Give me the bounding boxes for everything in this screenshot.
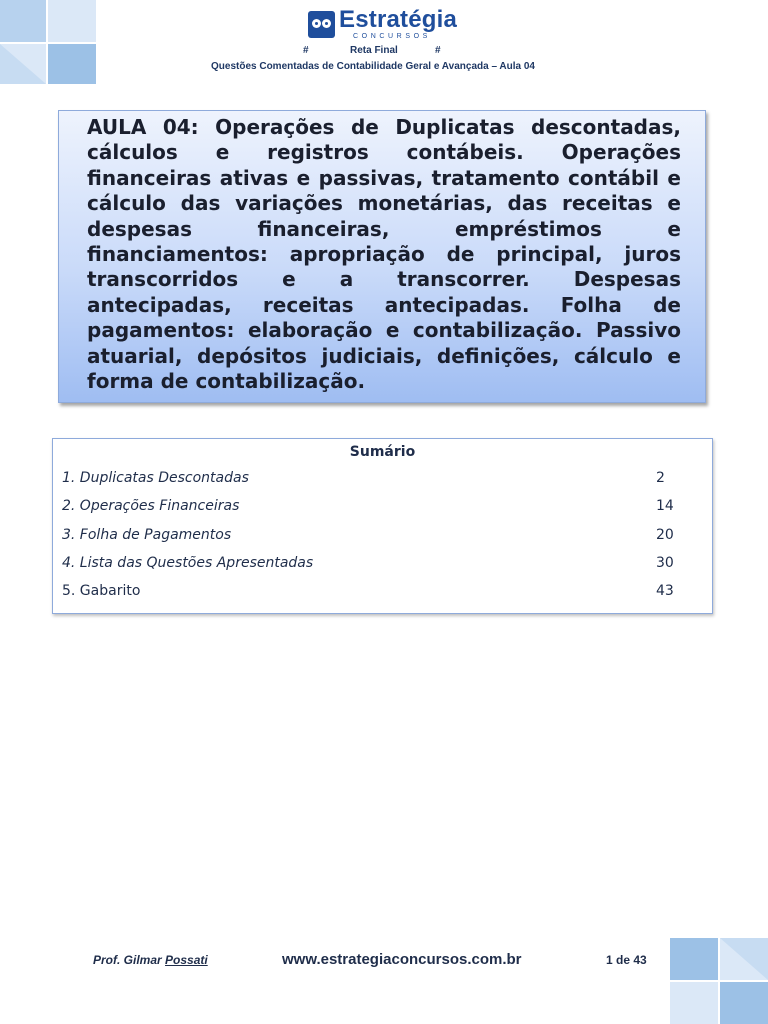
lesson-title: AULA 04: Operações de Duplicatas descontadas, cálculos e registros contábeis. Operações financeiras ativas e passivas, tratamento contábil e cálculo das variações monetárias, das receitas e despesas financeiras, empréstimos e financiamentos: apropriação de principal, juros transcorridos e a transcorrer. Despesas antecipadas, receitas antecipadas. Folha de pagamentos: elaboração e contabilização. Passivo atuarial, depósitos judiciais, definições, cálculo e forma de contabilização.	[87, 115, 681, 394]
page-indicator: 1 de 43	[606, 953, 647, 967]
toc-item[interactable]	[62, 583, 702, 605]
hash-left: #	[303, 45, 309, 56]
toc-item-label: 5. Gabarito	[62, 583, 141, 599]
toc-item[interactable]	[62, 498, 702, 520]
toc-item-page: 14	[656, 498, 674, 514]
estrategia-logo	[308, 8, 457, 40]
toc-item-page: 43	[656, 583, 674, 599]
course-name: Reta Final	[350, 45, 398, 56]
toc-item-page: 2	[656, 470, 665, 486]
author-surname: Possati	[165, 953, 208, 967]
hash-right: #	[435, 45, 441, 56]
toc-item-page: 30	[656, 555, 674, 571]
brand-name: Estratégia	[339, 6, 458, 33]
course-subtitle: Questões Comentadas de Contabilidade Geral e Avançada – Aula 04	[211, 61, 535, 72]
author-credit	[93, 953, 208, 967]
toc-title: Sumário	[349, 444, 416, 460]
toc-item[interactable]	[62, 527, 702, 549]
lesson-title-box	[58, 110, 706, 403]
brand-subtitle: CONCURSOS	[353, 33, 431, 40]
website-link[interactable]: www.estrategiaconcursos.com.br	[282, 951, 522, 968]
toc-item-page: 20	[656, 527, 674, 543]
page-footer	[0, 951, 768, 971]
toc-item-label: 2. Operações Financeiras	[62, 498, 240, 514]
author-prefix: Prof. Gilmar	[93, 953, 166, 967]
toc-item-label: 4. Lista das Questões Apresentadas	[62, 555, 314, 571]
toc-item[interactable]	[62, 555, 702, 577]
owl-icon	[308, 11, 335, 38]
toc-item[interactable]	[62, 470, 702, 492]
toc-item-label: 3. Folha de Pagamentos	[62, 527, 232, 543]
table-of-contents	[52, 438, 713, 614]
toc-item-label: 1. Duplicatas Descontadas	[62, 470, 249, 486]
page-header	[0, 0, 768, 84]
